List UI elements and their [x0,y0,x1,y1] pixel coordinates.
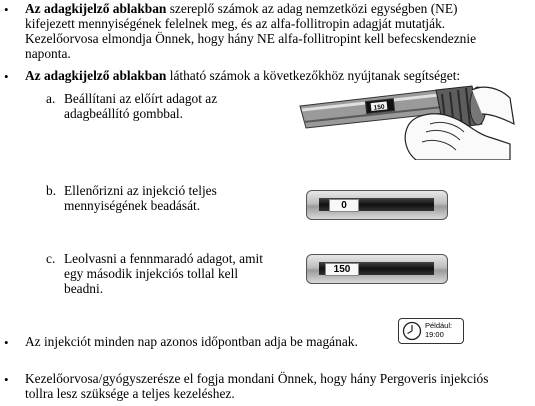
sub-item-label: c. [46,251,56,266]
sub-item-text: Beállítani az előírt adagot az [64,91,218,106]
paragraph-text: kifejezett mennyiségének felelnek meg, és az alfa-follitropin adagját mutatják. [25,16,446,31]
display-number: 0 [329,199,359,212]
paragraph-text: Kezelőorvosa elmondja Önnek, hogy hány NE alfa-follitropint kell befecskendeznie [25,31,477,46]
bullet-dot: • [4,69,9,84]
paragraph-text: Kezelőorvosa/gyógyszerésze el fogja mondani Önnek, hogy hány Pergoveris injekciós [25,371,489,386]
display-number: 150 [325,263,359,276]
sub-item-a [46,91,264,121]
time-example-box [398,318,464,344]
bullet-dot: • [4,372,9,387]
sub-item-text: mennyiségének beadását. [64,198,201,213]
sub-item-label: a. [46,91,56,106]
sub-item-b [46,183,264,213]
sub-item-text: egy második injekciós tollal kell [64,266,239,281]
dose-display-remaining [306,254,448,284]
paragraph-text: naponta. [25,46,71,61]
bullet-paragraph-2 [25,68,525,83]
sub-item-label: b. [46,183,57,198]
bullet-paragraph-4 [25,371,525,401]
pen-dial-number: 150 [373,103,385,112]
sub-item-text: Ellenőrizni az injekció teljes [64,183,217,198]
emphasis-text: Az adagkijelző ablakban [25,68,167,83]
paragraph-text: tollra lesz szüksége a teljes kezeléshez. [25,386,235,401]
bullet-paragraph-1 [25,1,525,61]
paragraph-text: látható számok a következőkhöz nyújtanak segítséget: [166,68,461,83]
paragraph-text: szereplő számok az adag nemzetközi egységben (NE) [166,1,458,16]
clock-icon [402,321,422,341]
dose-display-zero [306,190,448,220]
sub-item-text: Leolvasni a fennmaradó adagot, amit [64,251,263,266]
sub-item-text: beadni. [64,281,104,296]
time-example-value: 19:00 [425,330,444,339]
bullet-paragraph-3 [25,334,395,349]
sub-item-text: adagbeállító gombbal. [64,106,183,121]
paragraph-text: Az injekciót minden nap azonos időpontban adja be magának. [25,334,358,349]
emphasis-text: Az adagkijelző ablakban [25,1,167,16]
time-example-caption: Például: [425,321,453,330]
time-example-label [425,321,463,339]
bullet-dot: • [4,2,9,17]
bullet-dot: • [4,335,9,350]
sub-item-c [46,251,294,296]
pen-dial-illustration [296,84,518,160]
